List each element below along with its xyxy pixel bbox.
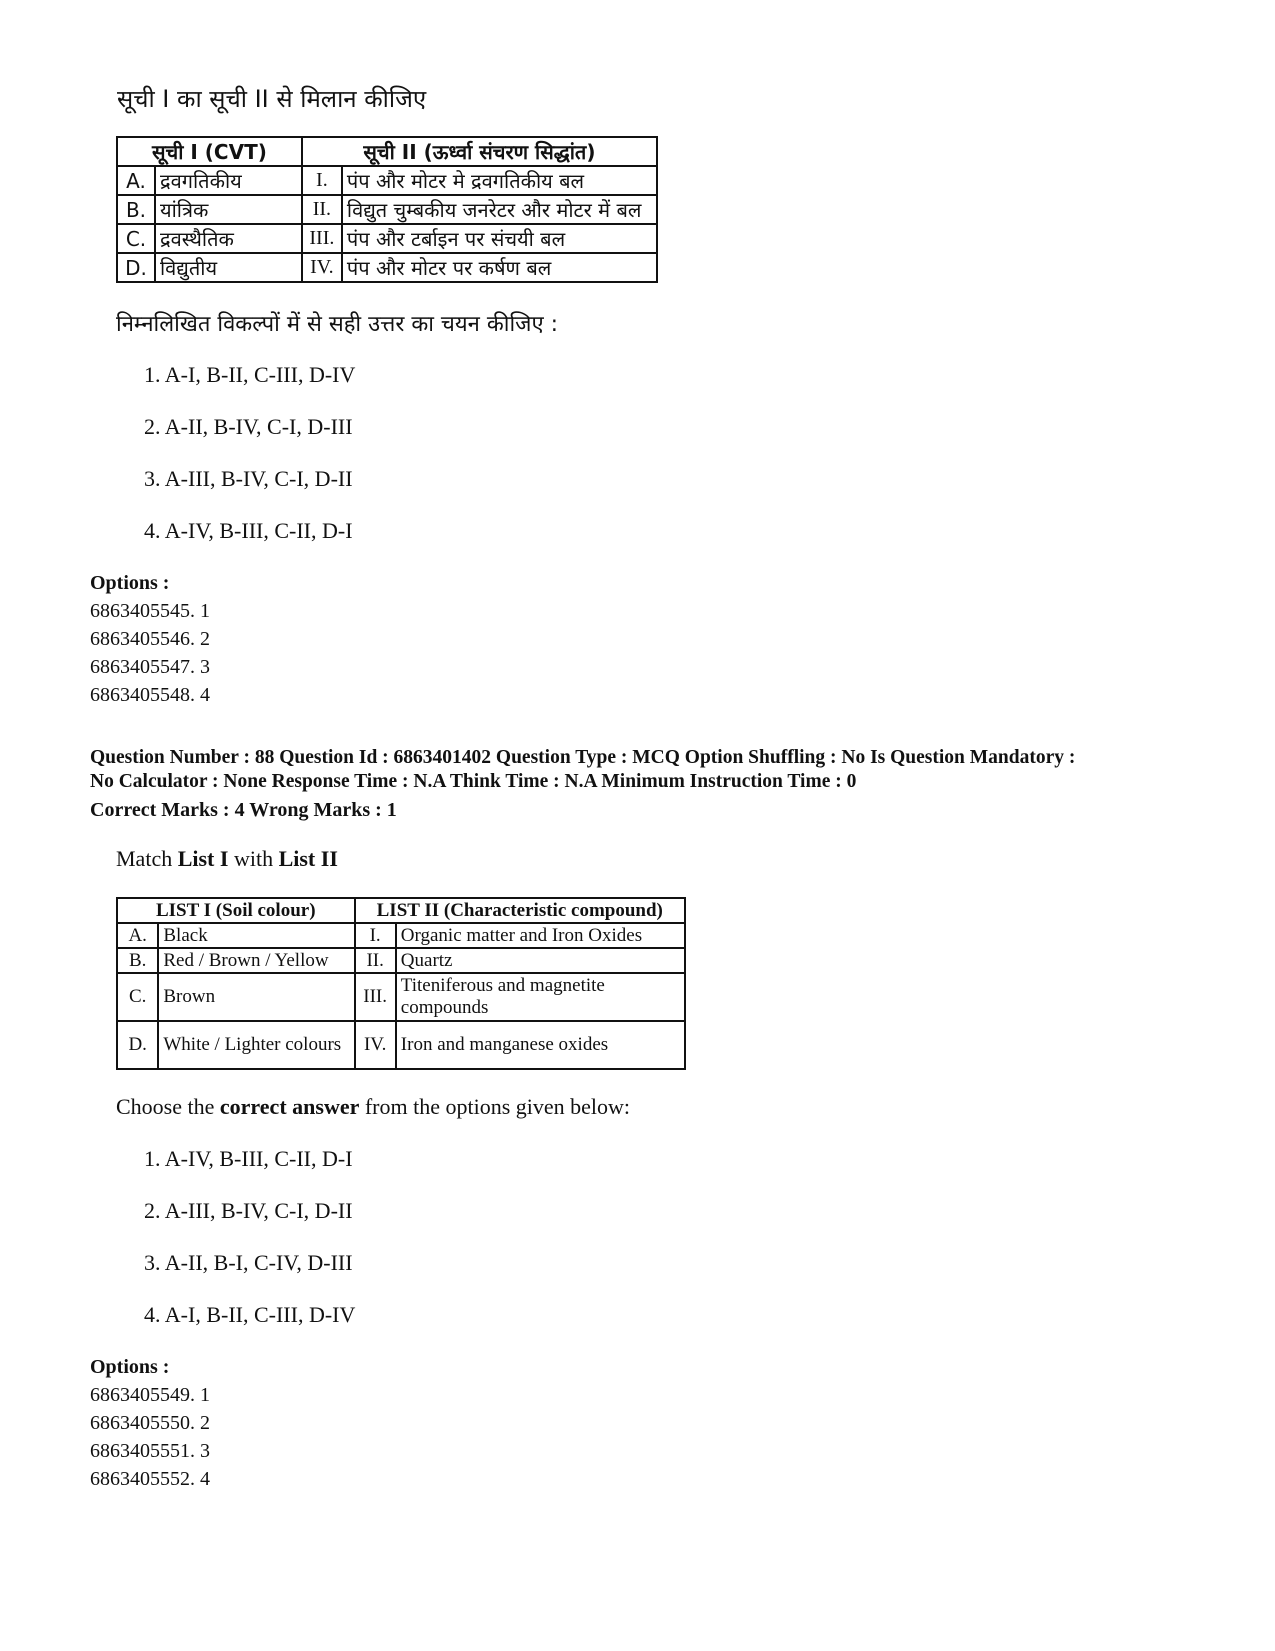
list1-item: Brown — [158, 973, 354, 1021]
table-row — [117, 195, 657, 224]
q1-choice-3: 3. A-III, B-IV, C-I, D-II — [144, 466, 353, 491]
q1-choice-1: 1. A-I, B-II, C-III, D-IV — [144, 362, 356, 387]
row-numeral: III. — [355, 973, 396, 1021]
q2-table-header-list1: LIST I (Soil colour) — [117, 898, 355, 923]
q2-option-id-3: 6863405551. 3 — [90, 1440, 210, 1462]
q2-meta-line-1: Question Number : 88 Question Id : 6863401402 Question Type : MCQ Option Shuffling : No Is Question Mandatory : — [90, 747, 1076, 768]
q1-table-header-list1: सूची I (CVT) — [117, 137, 302, 166]
q2-title-list1: List I — [177, 846, 229, 871]
list1-item: यांत्रिक — [155, 195, 302, 224]
q1-title: सूची I का सूची II से मिलान कीजिए — [117, 85, 427, 113]
list2-item: Titeniferous and magnetite compounds — [396, 973, 685, 1021]
list2-item: Iron and manganese oxides — [396, 1021, 685, 1069]
row-letter: D. — [117, 1021, 158, 1069]
row-numeral: II. — [355, 948, 396, 973]
q1-table-header-list2: सूची II (ऊर्ध्वा संचरण सिद्धांत) — [302, 137, 657, 166]
row-letter: B. — [117, 195, 155, 224]
q1-match-table — [116, 136, 658, 283]
q2-prompt — [116, 1094, 630, 1120]
table-row — [117, 923, 685, 948]
row-numeral: IV. — [302, 253, 342, 282]
q2-option-id-4: 6863405552. 4 — [90, 1468, 210, 1490]
q1-choice-2: 2. A-II, B-IV, C-I, D-III — [144, 414, 353, 439]
q2-option-id-2: 6863405550. 2 — [90, 1412, 210, 1434]
q1-prompt: निम्नलिखित विकल्पों में से सही उत्तर का चयन कीजिए : — [116, 312, 559, 337]
q1-options-label: Options : — [90, 572, 170, 594]
q2-match-table — [116, 897, 686, 1070]
list1-item: द्रवस्थैतिक — [155, 224, 302, 253]
q2-options-label: Options : — [90, 1356, 170, 1378]
row-letter: C. — [117, 973, 158, 1021]
list2-item: पंप और मोटर मे द्रवगतिकीय बल — [342, 166, 657, 195]
q1-option-id-2: 6863405546. 2 — [90, 628, 210, 650]
list1-item: विद्युतीय — [155, 253, 302, 282]
q2-title — [116, 846, 338, 872]
table-row — [117, 166, 657, 195]
q2-choice-1: 1. A-IV, B-III, C-II, D-I — [144, 1146, 353, 1171]
table-row — [117, 948, 685, 973]
row-numeral: IV. — [355, 1021, 396, 1069]
q1-option-id-3: 6863405547. 3 — [90, 656, 210, 678]
q2-meta-line-2: No Calculator : None Response Time : N.A Think Time : N.A Minimum Instruction Time : 0 — [90, 771, 857, 792]
q2-prompt-post: from the options given below: — [359, 1094, 631, 1119]
list1-item: Red / Brown / Yellow — [158, 948, 354, 973]
q1-option-id-4: 6863405548. 4 — [90, 684, 210, 706]
row-letter: A. — [117, 923, 158, 948]
table-row — [117, 224, 657, 253]
list1-item: White / Lighter colours — [158, 1021, 354, 1069]
q2-marks: Correct Marks : 4 Wrong Marks : 1 — [90, 799, 397, 821]
list2-item: Quartz — [396, 948, 685, 973]
q2-title-mid: with — [228, 846, 279, 871]
row-numeral: I. — [355, 923, 396, 948]
row-letter: B. — [117, 948, 158, 973]
q2-choice-3: 3. A-II, B-I, C-IV, D-III — [144, 1250, 353, 1275]
row-letter: C. — [117, 224, 155, 253]
q2-meta — [90, 746, 1210, 794]
q2-title-pre: Match — [116, 846, 178, 871]
list2-item: पंप और मोटर पर कर्षण बल — [342, 253, 657, 282]
list1-item: द्रवगतिकीय — [155, 166, 302, 195]
q2-choice-4: 4. A-I, B-II, C-III, D-IV — [144, 1302, 356, 1327]
list2-item: Organic matter and Iron Oxides — [396, 923, 685, 948]
q2-prompt-pre: Choose the — [116, 1094, 220, 1119]
q2-option-id-1: 6863405549. 1 — [90, 1384, 210, 1406]
row-numeral: III. — [302, 224, 342, 253]
list2-item: पंप और टर्बाइन पर संचयी बल — [342, 224, 657, 253]
table-row — [117, 973, 685, 1021]
row-letter: A. — [117, 166, 155, 195]
q1-choice-4: 4. A-IV, B-III, C-II, D-I — [144, 518, 353, 543]
q2-choice-2: 2. A-III, B-IV, C-I, D-II — [144, 1198, 353, 1223]
table-row — [117, 253, 657, 282]
q2-prompt-bold: correct answer — [219, 1094, 360, 1119]
row-letter: D. — [117, 253, 155, 282]
list1-item: Black — [158, 923, 354, 948]
q1-option-id-1: 6863405545. 1 — [90, 600, 210, 622]
list2-item: विद्युत चुम्बकीय जनरेटर और मोटर में बल — [342, 195, 657, 224]
row-numeral: I. — [302, 166, 342, 195]
table-row — [117, 1021, 685, 1069]
q2-table-header-list2: LIST II (Characteristic compound) — [355, 898, 686, 923]
q2-title-list2: List II — [278, 846, 338, 871]
row-numeral: II. — [302, 195, 342, 224]
